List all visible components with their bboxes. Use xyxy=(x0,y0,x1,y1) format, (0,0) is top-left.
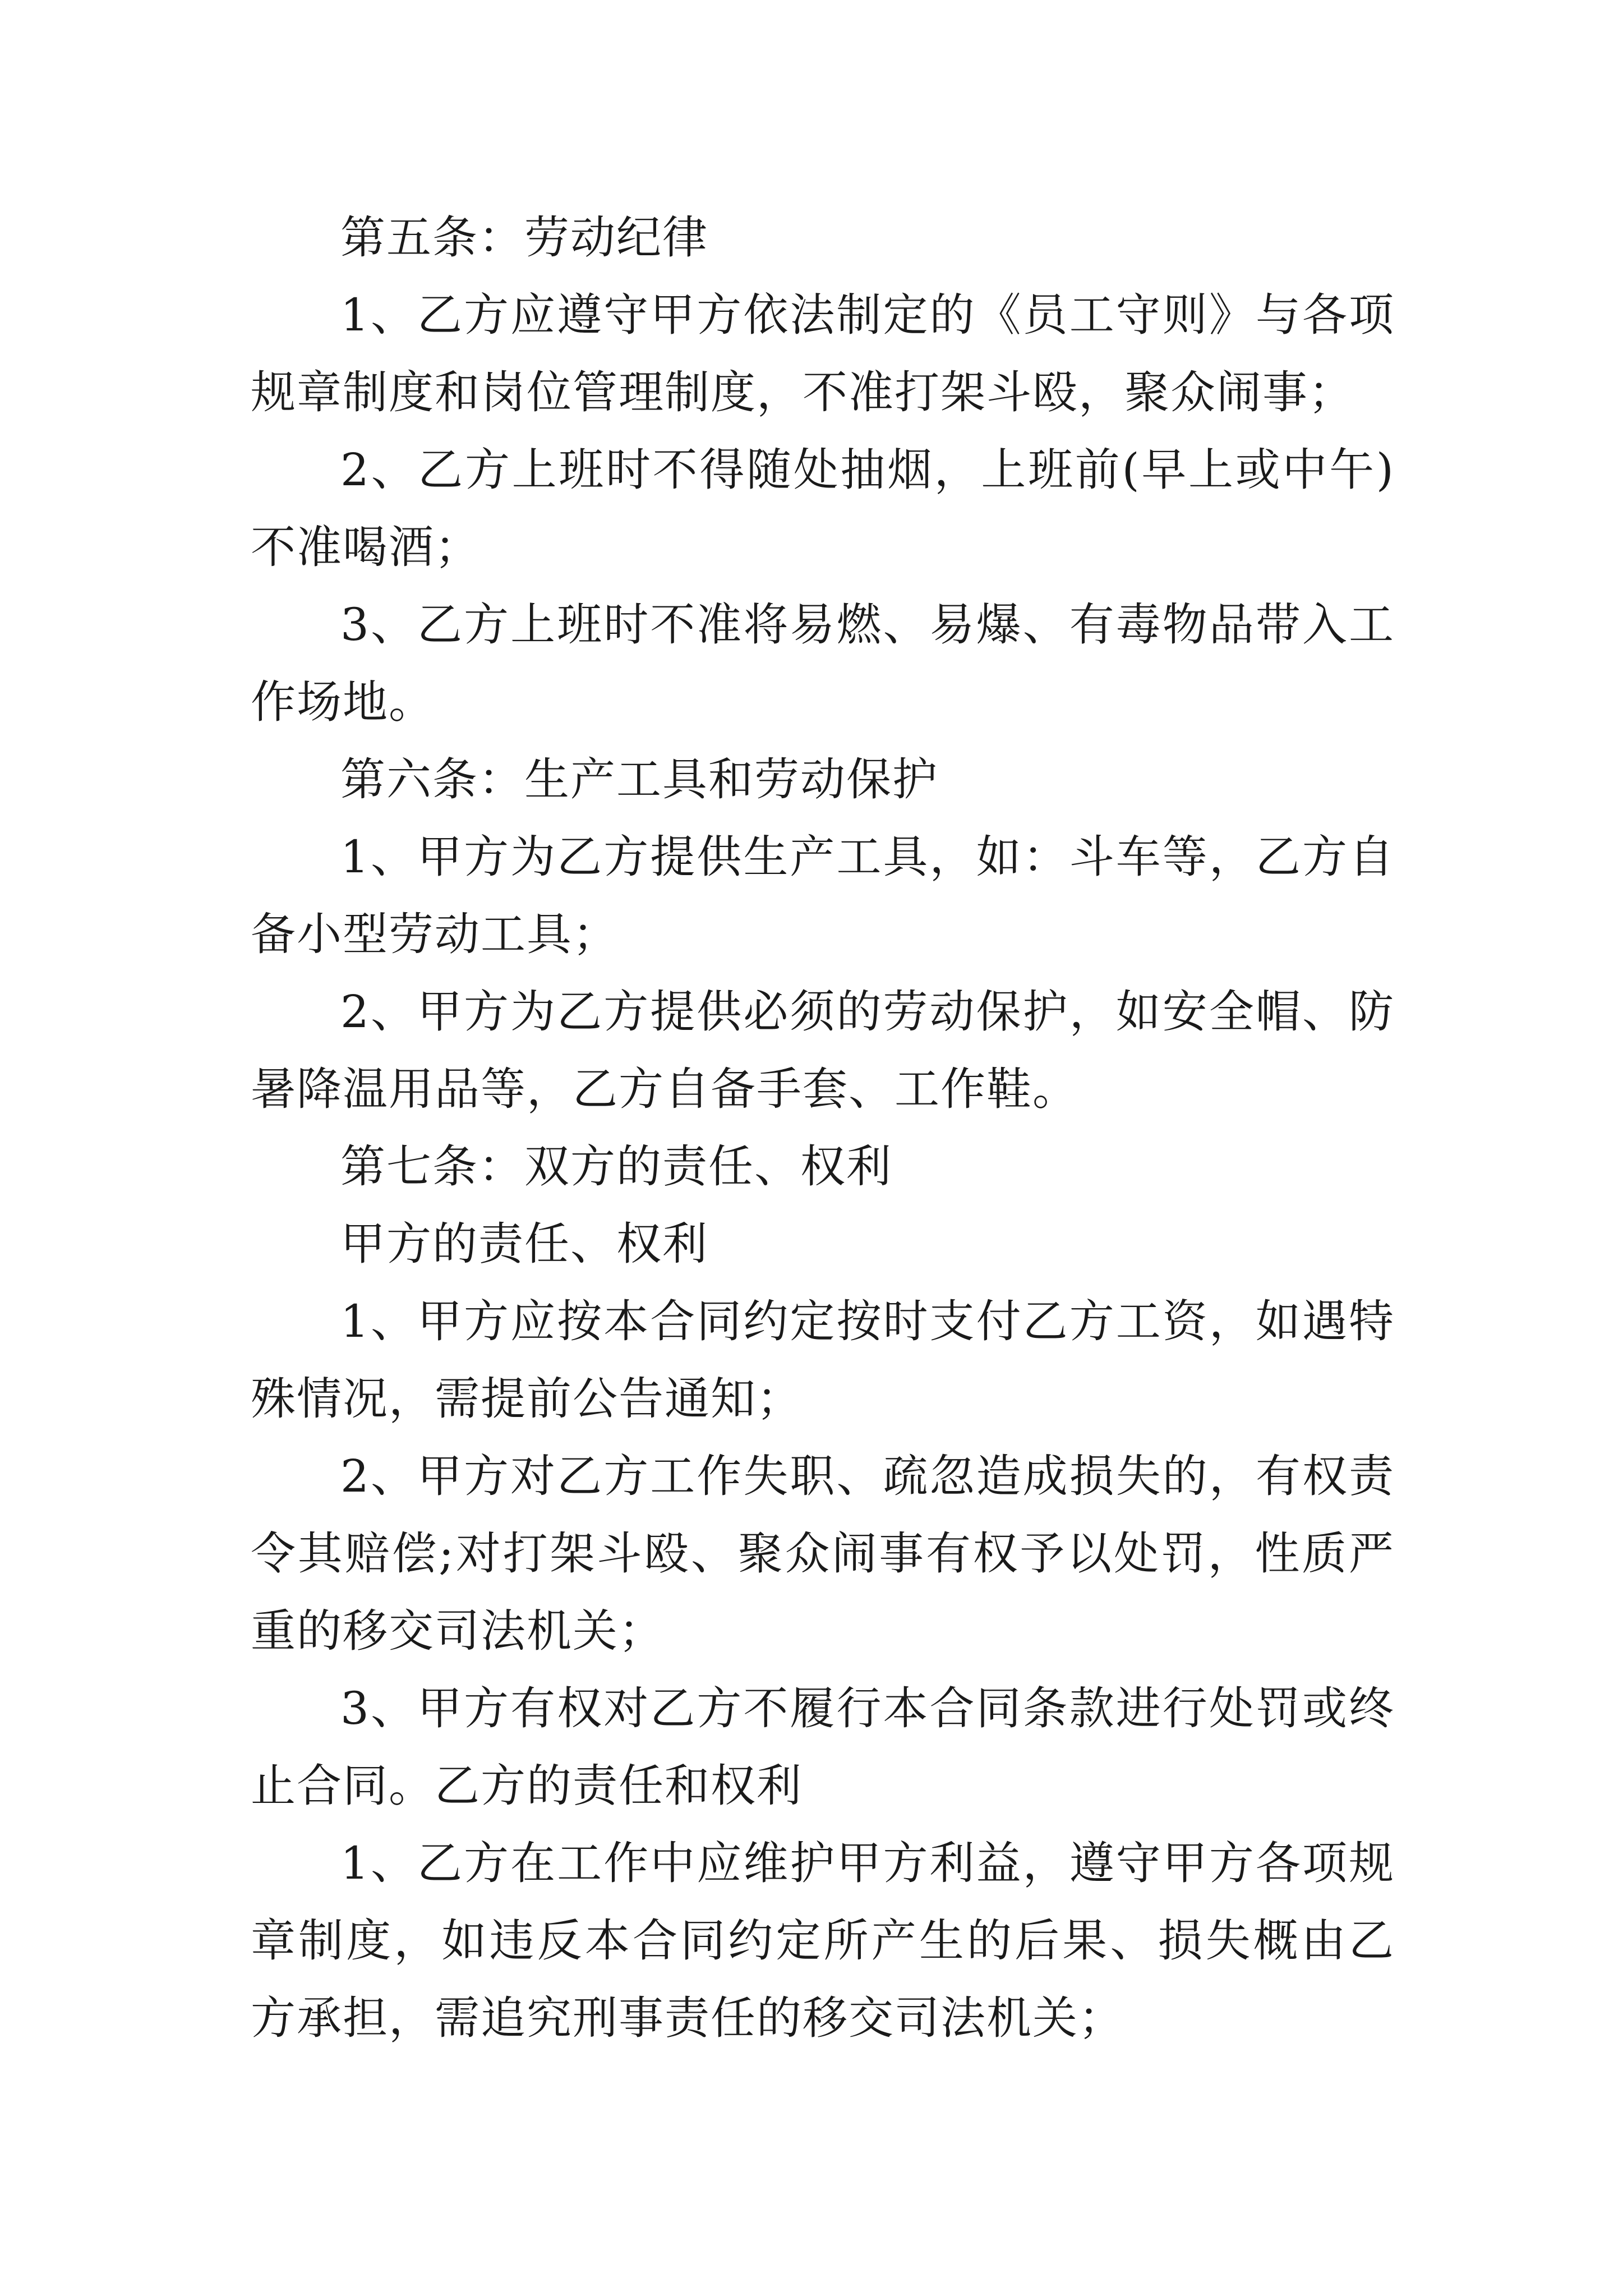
party-a-item-2: 2、甲方对乙方工作失职、疏忽造成损失的，有权责令其赔偿;对打架斗殴、聚众闹事有权予以处罚，性质严重的移交司法机关； xyxy=(251,1450,1395,1657)
article-6-item-1: 1、甲方为乙方提供生产工具，如：斗车等，乙方自备小型劳动工具； xyxy=(251,831,1395,960)
party-b-item-1: 1、乙方在工作中应维护甲方利益，遵守甲方各项规章制度，如违反本合同约定所产生的后果、损失概由乙方承担，需追究刑事责任的移交司法机关； xyxy=(251,1837,1395,2044)
party-a-item-1: 1、甲方应按本合同约定按时支付乙方工资，如遇特殊情况，需提前公告通知； xyxy=(251,1295,1395,1425)
article-6-item-2: 2、甲方为乙方提供必须的劳动保护，如安全帽、防暑降温用品等，乙方自备手套、工作鞋。 xyxy=(251,986,1395,1115)
party-a-subheading: 甲方的责任、权利 xyxy=(340,1218,708,1270)
document-body xyxy=(251,199,1395,2057)
article-7-heading: 第七条：双方的责任、权利 xyxy=(340,1140,892,1193)
article-6-heading: 第六条：生产工具和劳动保护 xyxy=(340,753,938,806)
article-5-heading: 第五条：劳动纪律 xyxy=(340,211,708,264)
article-5-item-1: 1、乙方应遵守甲方依法制定的《员工守则》与各项规章制度和岗位管理制度，不准打架斗殴，聚众闹事； xyxy=(251,289,1395,418)
article-5-item-3: 3、乙方上班时不准将易燃、易爆、有毒物品带入工作场地。 xyxy=(251,599,1395,728)
party-a-item-3: 3、甲方有权对乙方不履行本合同条款进行处罚或终止合同。乙方的责任和权利 xyxy=(251,1682,1395,1812)
article-5-item-2: 2、乙方上班时不得随处抽烟，上班前(早上或中午)不准喝酒； xyxy=(251,444,1395,573)
